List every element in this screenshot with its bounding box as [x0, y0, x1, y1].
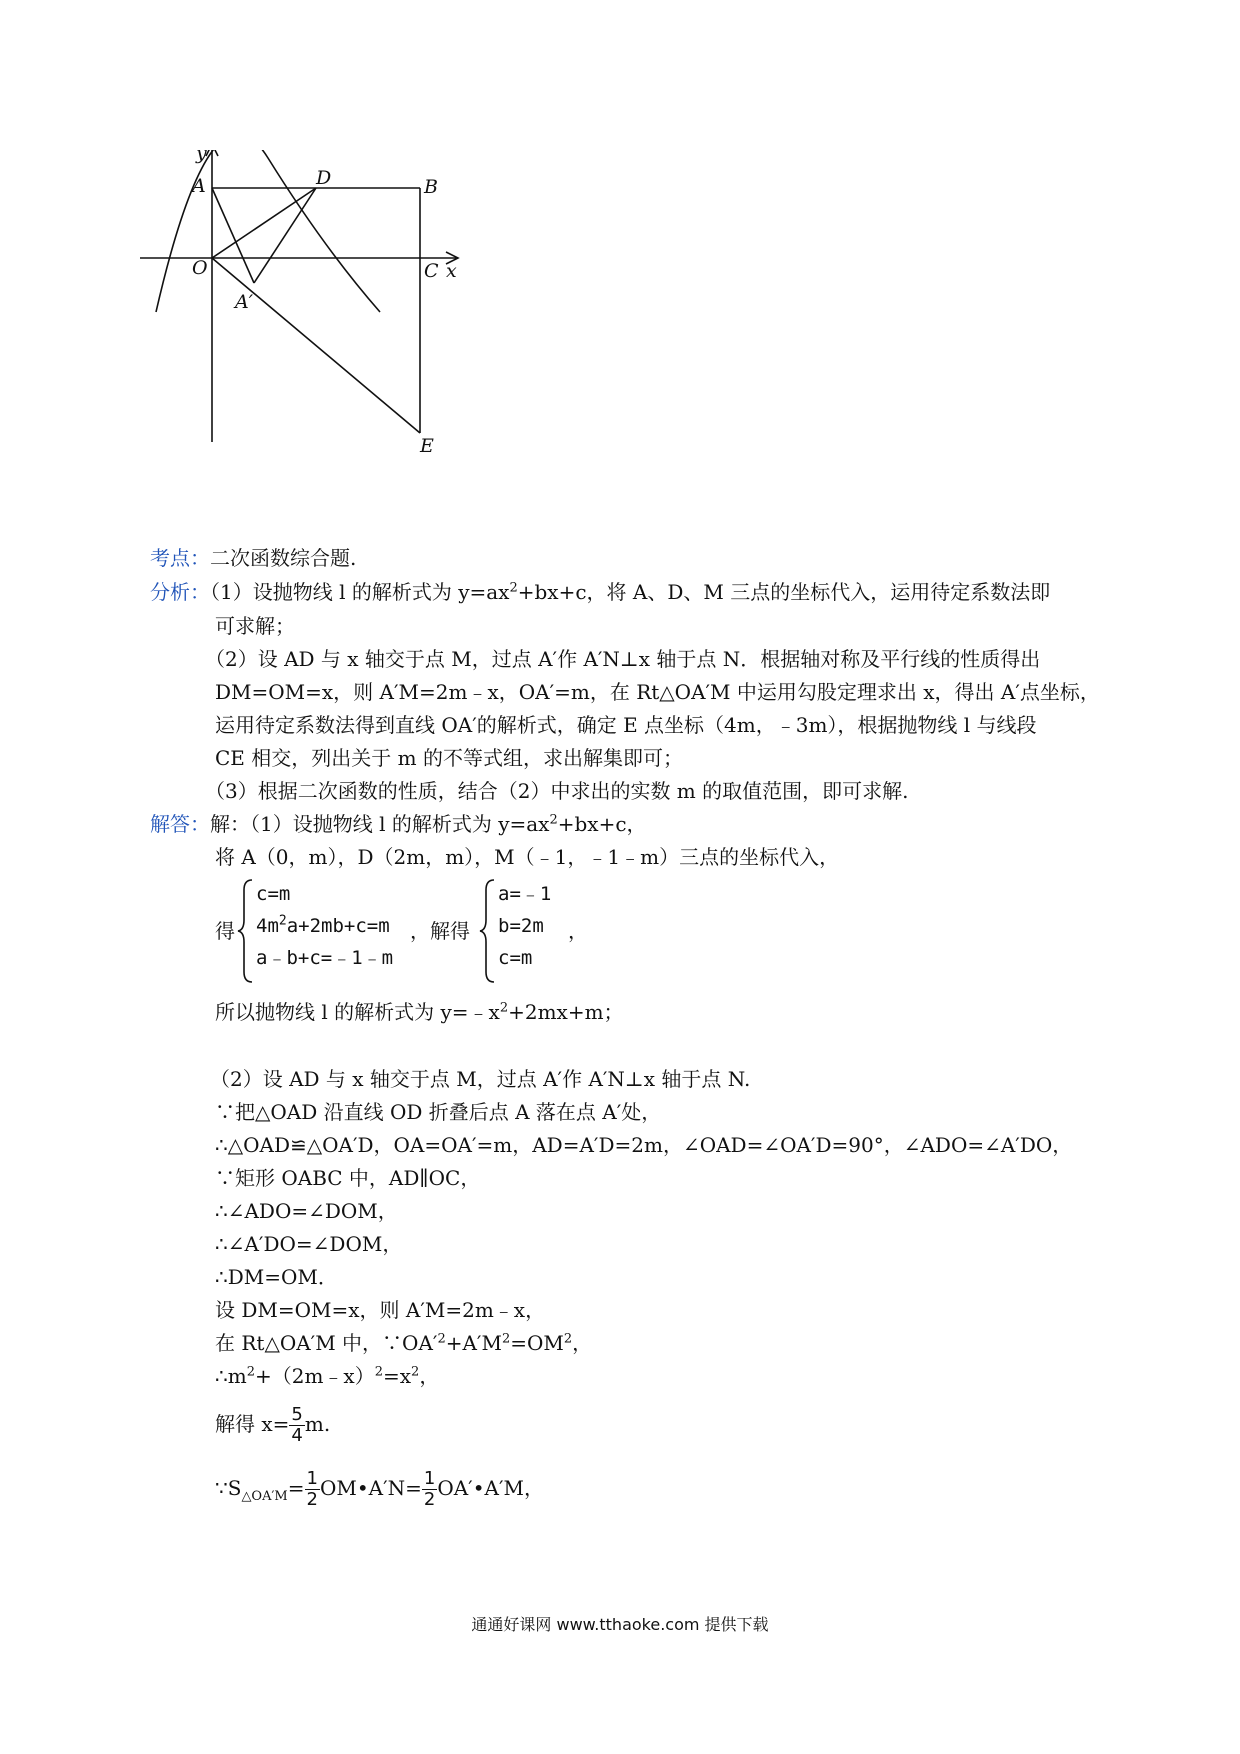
system1-row2-b: a+2mb+c=m	[286, 915, 390, 937]
parabola-rectangle-diagram	[140, 150, 520, 505]
kaodian-heading: 考点：	[150, 546, 210, 570]
fenxi-text: （1）设抛物线 l 的解析式为 y=ax	[210, 580, 510, 604]
label-E: E	[420, 435, 434, 457]
superscript: 2	[509, 580, 518, 596]
equation-system-2	[498, 878, 551, 974]
fenxi-line-5: 运用待定系数法得到直线 OA′的解析式，确定 E 点坐标（4m，﹣3m），根据抛物线 l 与线段	[215, 713, 1037, 737]
part2-line-6: ∴∠A′DO=∠DOM，	[215, 1232, 403, 1256]
part2-line-11	[215, 1402, 330, 1446]
equation-system-1	[256, 878, 393, 974]
jieda-text: OA′•A′M，	[437, 1476, 544, 1500]
superscript: 2	[563, 1331, 573, 1347]
label-O: O	[192, 257, 208, 279]
system2-row3: c=m	[498, 947, 533, 969]
label-Aprime: A′	[235, 291, 254, 313]
jieda-line-2: 将 A（0，m），D（2m，m），M（﹣1，﹣1﹣m）三点的坐标代入，	[215, 845, 840, 869]
fenxi-heading: 分析：	[150, 580, 210, 604]
kaodian-line	[150, 542, 356, 574]
fenxi-line-3: （2）设 AD 与 x 轴交于点 M，过点 A′作 A′N⊥x 轴于点 N．根据轴对称及平行线的性质得出	[205, 647, 1041, 671]
fenxi-text: +bx+c，将 A、D、M 三点的坐标代入，运用待定系数法即	[517, 580, 1051, 604]
jieda-text: 解得 x=	[215, 1412, 290, 1436]
fenxi-line-4: DM=OM=x，则 A′M=2m﹣x，OA′=m，在 Rt△OA′M 中运用勾股定理求出 x，得出 A′点坐标，	[215, 680, 1100, 704]
subscript: △OA′M	[241, 1489, 288, 1504]
left-brace-2	[478, 878, 498, 984]
part2-line-10	[215, 1360, 439, 1392]
jieda-text: +A′M	[445, 1331, 502, 1355]
jieda-line-4	[215, 996, 624, 1028]
segment-AprimeD	[254, 188, 316, 283]
part2-line-5: ∴∠ADO=∠DOM，	[215, 1199, 398, 1223]
fraction-5-4	[289, 1405, 304, 1446]
part2-line-3: ∴△OAD≌△OA′D，OA=OA′=m，AD=A′D=2m，∠OAD=∠OA′D=90°，∠ADO=∠A′DO，	[215, 1133, 1073, 1157]
part2-line-9	[215, 1327, 592, 1359]
fenxi-line-1	[150, 576, 1050, 608]
fenxi-line-6: CE 相交，列出关于 m 的不等式组，求出解集即可；	[215, 746, 683, 770]
jieda-text: 在 Rt△OA′M 中，∵OA′	[215, 1331, 438, 1355]
left-brace-1	[236, 878, 256, 984]
fraction-denominator: 2	[423, 1489, 436, 1510]
system1-row2	[256, 910, 393, 942]
fraction-numerator: 1	[306, 1468, 318, 1489]
superscript: 2	[549, 812, 558, 828]
parabola-curve	[156, 150, 380, 312]
jieda-text: 解：（1）设抛物线 l 的解析式为 y=ax	[210, 812, 550, 836]
system1-row1: c=m	[256, 883, 291, 905]
label-A: A	[192, 175, 206, 197]
superscript: 2	[246, 1364, 255, 1380]
fraction-1-2-b	[422, 1469, 437, 1510]
label-D: D	[316, 167, 332, 189]
jieda-text: +（2m﹣x）	[254, 1364, 375, 1388]
geometry-figure	[140, 150, 520, 505]
fraction-numerator: 5	[291, 1404, 303, 1425]
de-label: 得	[215, 919, 235, 943]
system-comma: ，	[568, 919, 588, 943]
jieda-text: =OM	[510, 1331, 564, 1355]
superscript: 2	[278, 913, 287, 929]
jieda-text: 所以抛物线 l 的解析式为 y=﹣x	[215, 1000, 500, 1024]
system1-row3: a﹣b+c=﹣1﹣m	[256, 947, 394, 969]
jieda-text: ，	[419, 1364, 440, 1388]
part2-line-4: ∵矩形 OABC 中，AD∥OC，	[215, 1166, 481, 1190]
jieda-heading: 解答：	[150, 812, 210, 836]
fraction-denominator: 2	[306, 1489, 318, 1510]
part2-line-7: ∴DM=OM．	[215, 1265, 338, 1289]
part2-line-2: ∵把△OAD 沿直线 OD 折叠后点 A 落在点 A′处，	[215, 1100, 662, 1124]
segment-OE	[212, 258, 420, 433]
label-B: B	[424, 176, 438, 198]
fenxi-line-7: （3）根据二次函数的性质，结合（2）中求出的实数 m 的取值范围，即可求解.	[205, 779, 909, 803]
part2-line-8: 设 DM=OM=x，则 A′M=2m﹣x，	[215, 1298, 546, 1322]
jieda-line-1	[150, 808, 647, 840]
jieda-text: OM•A′N=	[319, 1476, 422, 1500]
label-C: C	[424, 260, 439, 282]
system1-row2-a: 4m	[256, 915, 279, 937]
label-x: x	[446, 260, 457, 282]
segment-AAprime	[212, 188, 254, 283]
jiede-label: ，解得	[410, 919, 470, 943]
superscript: 2	[374, 1364, 383, 1380]
label-y: y	[196, 150, 207, 164]
page-footer: 通通好课网 www.tthaoke.com 提供下载	[471, 1615, 769, 1634]
fraction-denominator: 4	[291, 1425, 303, 1446]
jieda-text: +bx+c，	[557, 812, 647, 836]
part2-line-1: （2）设 AD 与 x 轴交于点 M，过点 A′作 A′N⊥x 轴于点 N.	[210, 1067, 751, 1091]
jieda-text: ，	[572, 1331, 593, 1355]
jieda-text: ∴m	[215, 1364, 247, 1388]
part2-line-12	[215, 1466, 544, 1510]
jieda-text: m.	[304, 1412, 331, 1436]
jieda-text: =x	[383, 1364, 412, 1388]
superscript: 2	[411, 1364, 420, 1380]
system2-row1: a=﹣1	[498, 883, 552, 905]
fraction-numerator: 1	[423, 1468, 436, 1489]
superscript: 2	[499, 1000, 509, 1016]
superscript: 2	[501, 1331, 511, 1347]
jieda-text: +2mx+m；	[508, 1000, 624, 1024]
fraction-1-2	[305, 1469, 320, 1510]
kaodian-text: 二次函数综合题.	[210, 546, 357, 570]
jieda-text: ∵S	[215, 1476, 242, 1500]
superscript: 2	[437, 1331, 446, 1347]
system2-row2: b=2m	[498, 915, 544, 937]
fenxi-line-2: 可求解；	[215, 614, 295, 638]
jieda-text: =	[287, 1476, 305, 1500]
